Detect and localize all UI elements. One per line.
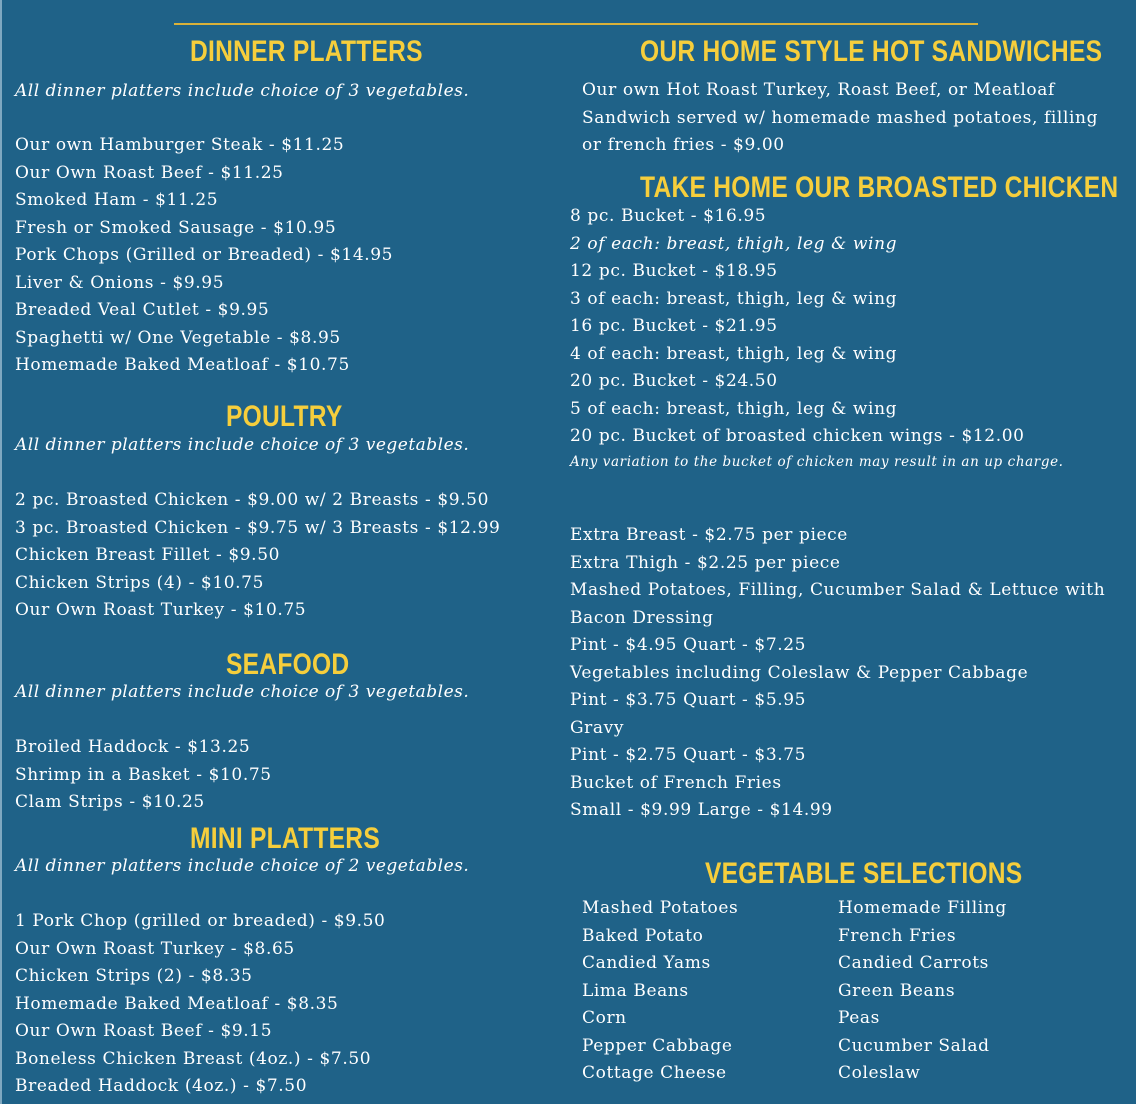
list-item: Bacon Dressing: [570, 607, 714, 628]
vegetable-selections-heading: VEGETABLE SELECTIONS: [705, 857, 1023, 890]
seafood-heading: SEAFOOD: [226, 648, 350, 681]
list-item: Chicken Strips (2) - $8.35: [15, 966, 253, 986]
list-item: Shrimp in a Basket - $10.75: [15, 764, 272, 785]
list-item: Mashed Potatoes, Filling, Cucumber Salad & Lettuce with: [570, 580, 1106, 600]
list-item: Breaded Haddock (4oz.) - $7.50: [15, 1076, 308, 1096]
list-item: Spaghetti w/ One Vegetable - $8.95: [15, 327, 341, 348]
list-item: or french fries - $9.00: [582, 135, 785, 155]
list-item: Broiled Haddock - $13.25: [15, 737, 251, 757]
list-item: Extra Thigh - $2.25 per piece: [570, 552, 841, 573]
extras-list: [570, 522, 1105, 825]
list-item: Sandwich served w/ homemade mashed potatoes, filling: [582, 107, 1099, 128]
left-edge-line: [0, 0, 2, 1104]
list-item: 3 of each: breast, thigh, leg & wing: [570, 288, 898, 309]
list-item: Clam Strips - $10.25: [15, 792, 205, 812]
list-item: 12 pc. Bucket - $18.95: [570, 261, 778, 281]
poultry-list: [15, 487, 500, 625]
broasted-chicken-list: [570, 203, 1025, 451]
mini-platters-heading: MINI PLATTERS: [190, 822, 380, 855]
list-item: Our Own Roast Turkey - $8.65: [15, 938, 295, 959]
list-item: Fresh or Smoked Sausage - $10.95: [15, 217, 337, 238]
list-item: Chicken Strips (4) - $10.75: [15, 572, 264, 593]
list-item: Our own Hamburger Steak - $11.25: [15, 135, 345, 155]
list-item: Pint - $4.95 Quart - $7.25: [570, 635, 807, 655]
list-item: Pint - $2.75 Quart - $3.75: [570, 745, 807, 765]
list-item: 16 pc. Bucket - $21.95: [570, 316, 778, 336]
list-item: Candied Yams: [582, 953, 711, 973]
list-item: Bucket of French Fries: [570, 772, 782, 793]
chicken-upcharge-note: Any variation to the bucket of chicken may result in an up charge.: [570, 454, 1064, 470]
sandwiches-heading: OUR HOME STYLE HOT SANDWICHES: [640, 35, 1103, 68]
list-item: Our Own Roast Turkey - $10.75: [15, 600, 307, 620]
poultry-heading: POULTRY: [226, 400, 343, 433]
list-item: 2 of each: breast, thigh, leg & wing: [570, 233, 898, 254]
poultry-note: All dinner platters include choice of 3 vegetables.: [15, 435, 470, 455]
vegetable-column-2: [838, 895, 1007, 1088]
list-item: 1 Pork Chop (grilled or breaded) - $9.50: [15, 911, 386, 931]
list-item: Pork Chops (Grilled or Breaded) - $14.95: [15, 245, 394, 265]
list-item: Boneless Chicken Breast (4oz.) - $7.50: [15, 1048, 372, 1069]
list-item: Our Own Roast Beef - $9.15: [15, 1021, 273, 1041]
list-item: Liver & Onions - $9.95: [15, 272, 225, 293]
list-item: Extra Breast - $2.75 per piece: [570, 525, 848, 545]
list-item: Our Own Roast Beef - $11.25: [15, 162, 284, 183]
seafood-list: [15, 734, 272, 817]
mini-platters-list: [15, 908, 385, 1101]
list-item: Cucumber Salad: [838, 1035, 990, 1056]
list-item: Homemade Baked Meatloaf - $10.75: [15, 355, 350, 375]
list-item: Gravy: [570, 717, 625, 738]
list-item: Pepper Cabbage: [582, 1035, 733, 1056]
broasted-chicken-heading: TAKE HOME OUR BROASTED CHICKEN: [640, 171, 1119, 204]
seafood-note: All dinner platters include choice of 3 vegetables.: [15, 682, 470, 702]
list-item: Breaded Veal Cutlet - $9.95: [15, 300, 270, 320]
dinner-platters-list: [15, 132, 393, 380]
list-item: Mashed Potatoes: [582, 898, 739, 918]
top-divider: [174, 23, 978, 25]
list-item: Candied Carrots: [838, 953, 989, 973]
list-item: 4 of each: breast, thigh, leg & wing: [570, 343, 898, 364]
list-item: Smoked Ham - $11.25: [15, 190, 219, 210]
list-item: Our own Hot Roast Turkey, Roast Beef, or Meatloaf: [582, 80, 1055, 100]
sandwiches-description: [582, 77, 1098, 160]
list-item: 20 pc. Bucket of broasted chicken wings - $12.00: [570, 426, 1025, 446]
list-item: Cottage Cheese: [582, 1063, 727, 1083]
list-item: 3 pc. Broasted Chicken - $9.75 w/ 3 Breasts - $12.99: [15, 517, 501, 538]
list-item: Green Beans: [838, 980, 956, 1001]
list-item: Homemade Filling: [838, 898, 1007, 918]
list-item: 2 pc. Broasted Chicken - $9.00 w/ 2 Breasts - $9.50: [15, 490, 489, 510]
list-item: 5 of each: breast, thigh, leg & wing: [570, 398, 898, 419]
list-item: Chicken Breast Fillet - $9.50: [15, 545, 281, 565]
list-item: Coleslaw: [838, 1063, 921, 1083]
dinner-platters-note: All dinner platters include choice of 3 vegetables.: [15, 81, 470, 101]
list-item: Small - $9.99 Large - $14.99: [570, 800, 833, 820]
list-item: Vegetables including Coleslaw & Pepper Cabbage: [570, 662, 1029, 683]
list-item: Pint - $3.75 Quart - $5.95: [570, 690, 807, 710]
list-item: French Fries: [838, 925, 957, 946]
list-item: Baked Potato: [582, 925, 704, 946]
list-item: Lima Beans: [582, 980, 689, 1001]
list-item: Corn: [582, 1008, 627, 1028]
list-item: 20 pc. Bucket - $24.50: [570, 371, 778, 391]
list-item: 8 pc. Bucket - $16.95: [570, 206, 767, 226]
list-item: Homemade Baked Meatloaf - $8.35: [15, 993, 339, 1014]
vegetable-column-1: [582, 895, 738, 1088]
dinner-platters-heading: DINNER PLATTERS: [190, 35, 423, 68]
mini-platters-note: All dinner platters include choice of 2 vegetables.: [15, 856, 470, 876]
list-item: Peas: [838, 1008, 880, 1028]
